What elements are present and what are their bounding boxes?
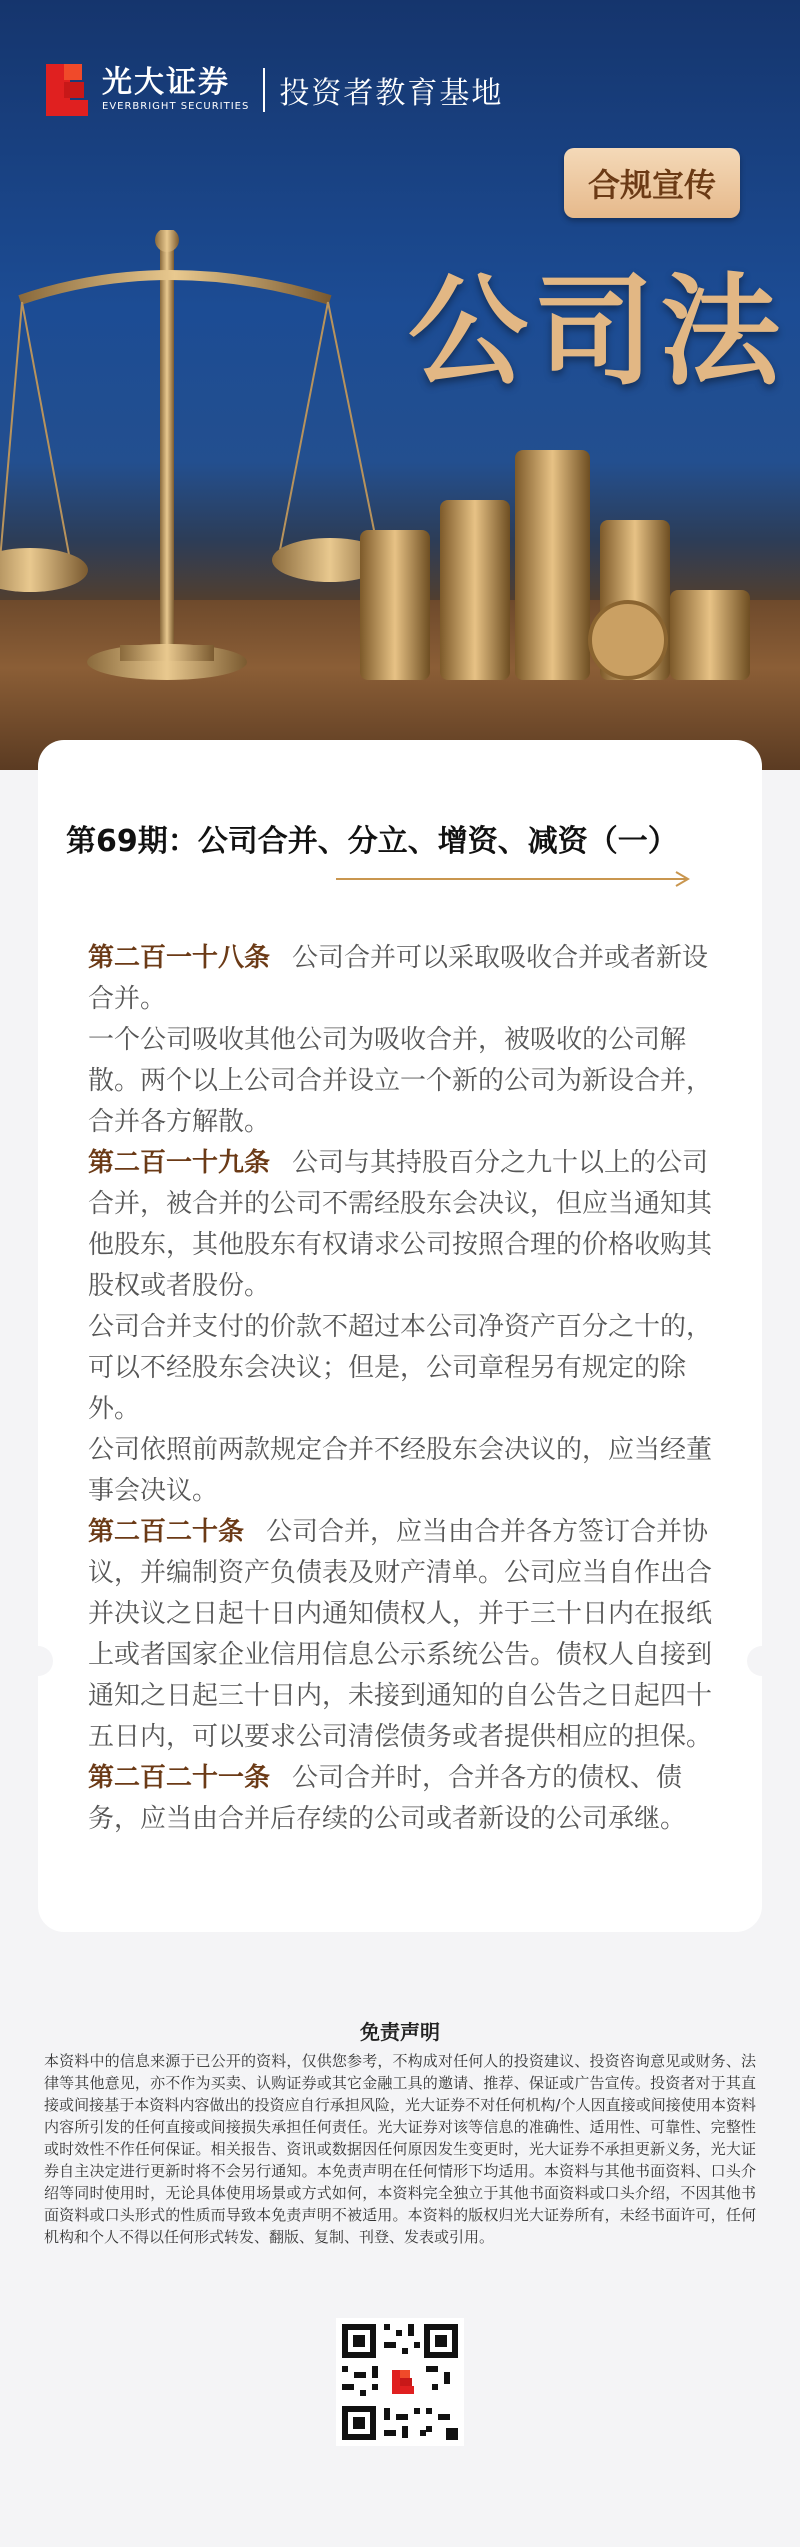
article-number: 第二百一十九条 — [88, 1148, 271, 1178]
paragraph-text: 公司合并支付的价款不超过本公司净资产百分之十的，可以不经股东会决议；但是，公司章程另有规定的除外。 — [88, 1312, 713, 1424]
brand-name-cn: 光大证券 — [102, 65, 230, 100]
paragraph-text: 公司依照前两款规定合并不经股东会决议的，应当经董事会决议。 — [88, 1435, 713, 1506]
paragraph — [88, 1307, 714, 1430]
hero-banner — [0, 0, 800, 770]
article-number: 第二百二十一条 — [88, 1763, 271, 1793]
section-name: 投资者教育基地 — [279, 76, 504, 111]
card-notch-left — [23, 1646, 53, 1676]
card-notch-right — [747, 1646, 777, 1676]
issue-title: 第69期：公司合并、分立、增资、减资（一） — [66, 824, 678, 859]
page-title: 公司法 — [408, 261, 786, 402]
arrow-right-icon — [336, 870, 692, 888]
article-number: 第二百一十八条 — [88, 943, 271, 973]
disclaimer-title: 免责声明 — [360, 2020, 440, 2044]
disclaimer-text: 本资料中的信息来源于已公开的资料，仅供您参考，不构成对任何人的投资建议、投资咨询意见或财务、法律等其他意见，亦不作为买卖、认购证券或其它金融工具的邀请、推荐、保证或广告宣传。投资者对于其直接或间接基于本资料内容做出的投资应自行承担风险，光大证券不对任何机构/个人因直接或间接使用本资料内容所引发的任何直接或间接损失承担任何责任。光大证券对该等信息的准确性、适用性、可靠性、完整性或时效性不作任何保证。相关报告、资讯或数据因任何原因发生变更时，光大证券不承担更新义务，光大证券自主决定进行更新时将不会另行通知。本免责声明在任何情形下均适用。本资料与其他书面资料、口头介绍等同时使用时，无论具体使用场景或方式如何，本资料完全独立于其他书面资料或口头介绍，不因其他书面资料或口头形式的性质而导致本免责声明不被适用。本资料的版权归光大证券所有，未经书面许可，任何机构和个人不得以任何形式转发、翻版、复制、刊登、发表或引用。 — [44, 2052, 756, 2246]
article-content — [88, 938, 714, 1840]
brand-logo — [46, 64, 503, 116]
paragraph-text: 公司合并时，合并各方的债权、债务，应当由合并后存续的公司或者新设的公司承继。 — [88, 1763, 687, 1834]
qr-code-icon — [336, 2318, 464, 2446]
paragraph — [88, 1758, 714, 1840]
article-number: 第二百二十条 — [88, 1517, 245, 1547]
paragraph-text: 公司合并，应当由合并各方签订合并协议，并编制资产负债表及财产清单。公司应当自作出合并决议之日起十日内通知债权人，并于三十日内在报纸上或者国家企业信用信息公示系统公告。债权人自接到通知之日起三十日内，未接到通知的自公告之日起四十五日内，可以要求公司清偿债务或者提供相应的担保。 — [88, 1517, 713, 1752]
paragraph-text: 公司合并可以采取吸收合并或者新设合并。 — [88, 943, 709, 1014]
coins-icon — [350, 440, 790, 700]
paragraph-text: 一个公司吸收其他公司为吸收合并，被吸收的公司解散。两个以上公司合并设立一个新的公司为新设合并，合并各方解散。 — [88, 1025, 713, 1137]
brand-name-en: EVERBRIGHT SECURITIES — [102, 101, 250, 112]
paragraph — [88, 938, 714, 1020]
everbright-logo-icon — [46, 64, 88, 116]
paragraph — [88, 1020, 714, 1143]
paragraph — [88, 1430, 714, 1512]
logo-divider — [263, 68, 265, 112]
paragraph-text: 公司与其持股百分之九十以上的公司合并，被合并的公司不需经股东会决议，但应当通知其他股东，其他股东有权请求公司按照合理的价格收购其股权或者股份。 — [88, 1148, 713, 1301]
paragraph — [88, 1512, 714, 1758]
compliance-badge: 合规宣传 — [564, 148, 740, 218]
paragraph — [88, 1143, 714, 1307]
